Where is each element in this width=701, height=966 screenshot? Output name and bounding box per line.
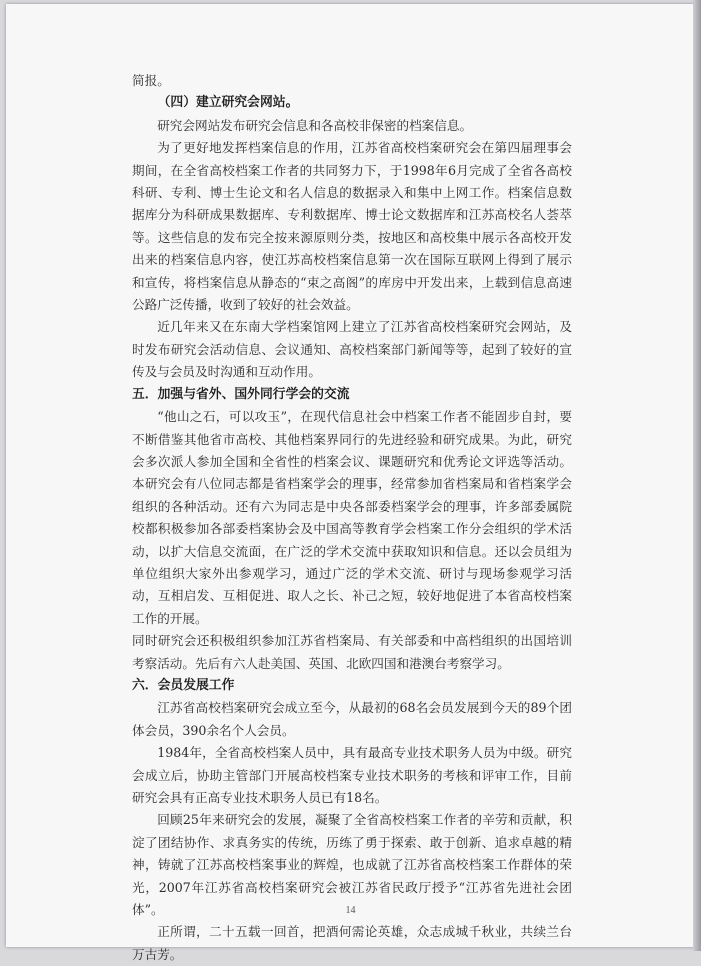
section5-heading: 五．加强与省外、国外同行学会的交流 [132, 386, 350, 402]
section4-paragraph-3: 近几年来又在东南大学档案馆网上建立了江苏省高校档案研究会网站，及时发布研究会活动信息、会议通知、高校档案部门新闻等等，起到了较好的宣传及与会员及时沟通和互动作用。 [132, 319, 572, 380]
section4-paragraph-1: 研究会网站发布研究会信息和各高校非保密的档案信息。 [157, 117, 473, 133]
page-number: 14 [345, 905, 356, 916]
section6-paragraph-2: 1984年，全省高校档案人员中，具有最高专业技术职务人员为中级。研究会成立后，协助主管部门开展高校档案专业技术职务的考核和评审工作，目前研究会具有正高专业技术职务人员已有18名。 [132, 745, 572, 805]
section6-paragraph-1: 江苏省高校档案研究会成立至今，从最初的68名会员发展到今天的89个团体会员，390余名个人会员。 [132, 700, 572, 738]
section5-paragraph-1: “他山之石，可以攻玉”，在现代信息社会中档案工作者不能固步自封，要不断借鉴其他省市高校、其他档案界同行的先进经验和研究成果。为此，研究会多次派人参加全国和全省性的档案会议、课题研究和优秀论文评选等活动。本研究会有八位同志都是省档案学会的理事，经常参加省档案局和省档案学会组织的各种活动。还有六为同志是中央各部委档案学会的理事，许多部委属院校都积极参加各部委档案协会及中国高等教育学会档案工作分会组织的学术活动，以扩大信息交流面，在广泛的学术交流中获取知识和信息。还以会员组为单位组织大家外出参观学习，通过广泛的学术交流、研讨与现场参观学习活动，互相启发、互相促进、取人之长、补己之短，较好地促进了本省高校档案工作的开展。 [132, 409, 572, 626]
intro-line: 简报。 [132, 73, 170, 88]
section4-heading: （四）建立研究会网站。 [157, 95, 299, 111]
section4-paragraph-2: 为了更好地发挥档案信息的作用，江苏省高校档案研究会在第四届理事会期间，在全省高校档案工作者的共同努力下，于1998年6月完成了全省各高校科研、专利、博士生论文和名人信息的数据录入和集中上网工作。档案信息数据库分为科研成果数据库、专利数据库、博士论文数据库和江苏高校名人荟萃等。这些信息的发布完全按来源原则分类，按地区和高校集中展示各高校开发出来的档案信息内容，使江苏高校档案信息第一次在国际互联网上得到了展示和宣传，将档案信息从静态的“束之高阁”的库房中开发出来，上载到信息高速公路广泛传播，收到了较好的社会效益。 [132, 140, 572, 313]
section5-closing: 同时研究会还积极组织参加江苏省档案局、有关部委和中高档组织的出国培训考察活动。先后有六人赴美国、英国、北欧四国和港澳台考察学习。 [132, 633, 572, 671]
section6-heading: 六．会员发展工作 [132, 677, 235, 693]
document-body [132, 70, 572, 966]
section6-paragraph-4: 正所谓，二十五载一回首，把酒何需论英雄，众志成城千秋业，共续兰台万古芳。 [132, 924, 572, 962]
page-edge-shadow [693, 0, 701, 951]
section6-paragraph-3: 回顾25年来研究会的发展，凝聚了全省高校档案工作者的辛劳和贡献，积淀了团结协作、求真务实的传统，历练了勇于探索、敢于创新、追求卓越的精神，铸就了江苏高校档案事业的辉煌，也成就了江苏省高校档案工作群体的荣光，2007年江苏省高校档案研究会被江苏省民政厅授予“江苏省先进社会团体”。 [132, 812, 572, 918]
